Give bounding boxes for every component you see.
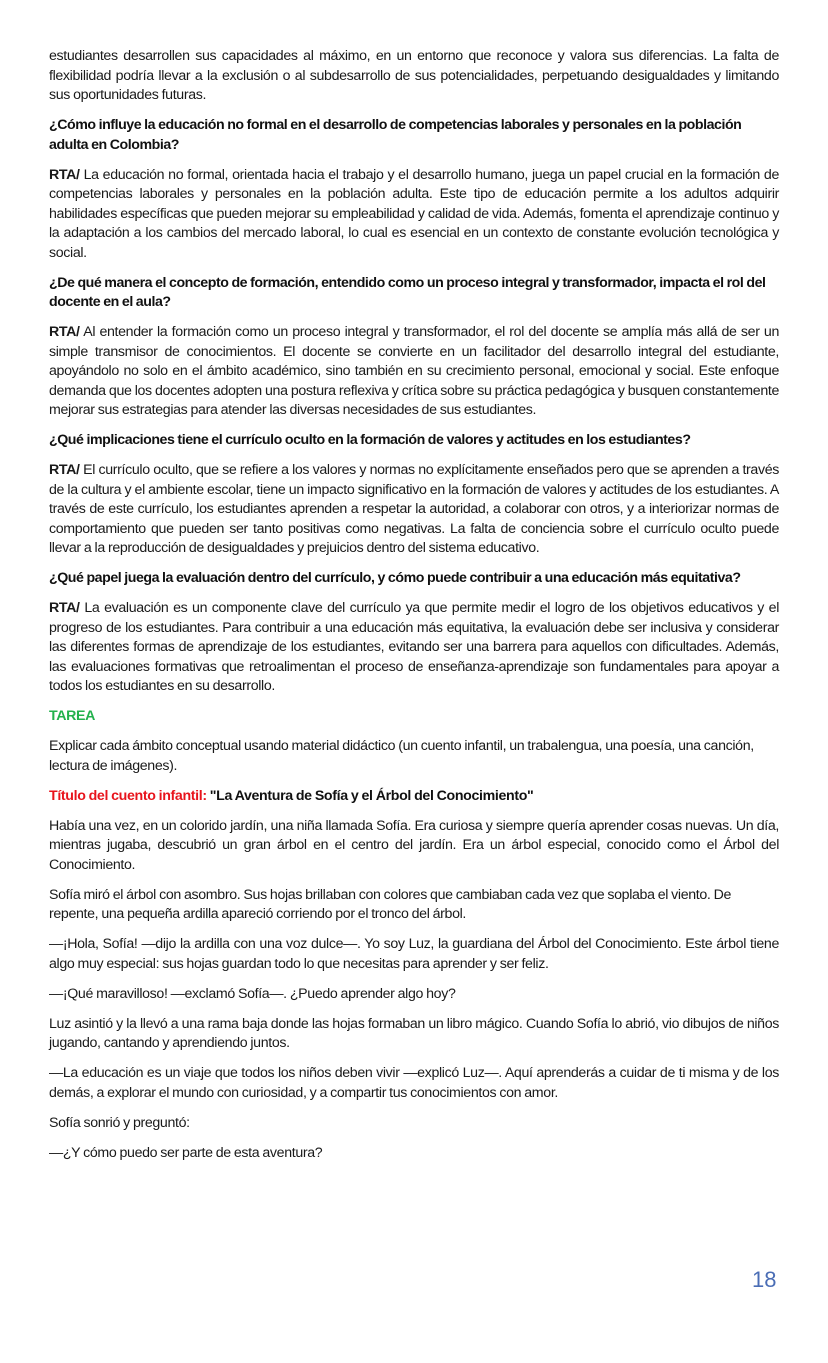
rta-label: RTA/ <box>49 462 80 478</box>
story-title <box>49 787 779 807</box>
story-paragraph: Sofía miró el árbol con asombro. Sus hojas brillaban con colores que cambiaban cada vez que soplaba el viento. De repente, una pequeña ardilla apareció corriendo por el tronco del árbol. <box>49 886 732 922</box>
question-1: ¿Cómo influye la educación no formal en el desarrollo de competencias laborales y personales en la población adulta en Colombia? <box>49 117 742 153</box>
rta-label: RTA/ <box>49 600 80 616</box>
intro-paragraph: estudiantes desarrollen sus capacidades al máximo, en un entorno que reconoce y valora sus diferencias. La falta de flexibilidad podría llevar a la exclusión o al subdesarrollo de sus potencialidades, perpetuando desigualdades y limitando sus oportunidades futuras. <box>49 48 779 103</box>
tarea-heading: TAREA <box>49 708 96 724</box>
rta-label: RTA/ <box>49 324 80 340</box>
story-title-label: Título del cuento infantil: <box>49 787 207 804</box>
question-3: ¿Qué implicaciones tiene el currículo oculto en la formación de valores y actitudes en los estudiantes? <box>49 432 691 448</box>
answer-4 <box>49 599 779 697</box>
page-number: 18 <box>752 1267 777 1292</box>
answer-1 <box>49 166 779 264</box>
story-paragraph: —¡Qué maravilloso! —exclamó Sofía—. ¿Puedo aprender algo hoy? <box>49 985 456 1002</box>
story-paragraph: —La educación es un viaje que todos los niños deben vivir —explicó Luz—. Aquí aprenderás a cuidar de ti misma y de los demás, a explorar el mundo con curiosidad, y a compartir tus conocimientos con amor. <box>49 1065 779 1101</box>
story-title-text: "La Aventura de Sofía y el Árbol del Conocimiento" <box>206 787 534 804</box>
rta-label: RTA/ <box>49 166 80 183</box>
answer-text: El currículo oculto, que se refiere a los valores y normas no explícitamente enseñados pero que se aprenden a través de la cultura y el ambiente escolar, tiene un impacto significativo en la formación de valores y actitudes de los estudiantes. A través de este currículo, los estudiantes aprenden a respetar la autoridad, a colaborar con otros, y a interiorizar normas de comportamiento que pueden ser tanto positivas como negativas. La falta de conciencia sobre el currículo oculto puede llevar a la reproducción de desigualdades y prejuicios dentro del sistema educativo. <box>49 462 779 556</box>
tarea-instruction: Explicar cada ámbito conceptual usando material didáctico (un cuento infantil, un trabalengua, una poesía, una canción, lectura de imágenes). <box>49 738 754 774</box>
document-page <box>49 47 779 1174</box>
story-paragraph: Sofía sonrió y preguntó: <box>49 1114 190 1131</box>
answer-3 <box>49 461 779 559</box>
answer-text: La evaluación es un componente clave del currículo ya que permite medir el logro de los objetivos educativos y el progreso de los estudiantes. Para contribuir a una educación más equitativa, la evaluación debe ser inclusiva y considerar las diferentes formas de aprendizaje de los estudiantes, evitando ser una barrera para aquellos con dificultades. Además, las evaluaciones formativas que retroalimentan el proceso de enseñanza-aprendizaje son fundamentales para apoyar a todos los estudiantes en su desarrollo. <box>49 600 779 694</box>
story-paragraph: Había una vez, en un colorido jardín, una niña llamada Sofía. Era curiosa y siempre quería aprender cosas nuevas. Un día, mientras jugaba, descubrió un gran árbol en el centro del jardín. Era un árbol especial, conocido como el Árbol del Conocimiento. <box>49 817 779 873</box>
answer-text: La educación no formal, orientada hacia el trabajo y el desarrollo humano, juega un papel crucial en la formación de competencias laborales y personales en la población adulta. Este tipo de educación permite a los adultos adquirir habilidades específicas que pueden mejorar su empleabilidad y calidad de vida. Además, fomenta el aprendizaje continuo y la adaptación a los cambios del mercado laboral, lo cual es esencial en un contexto de constante evolución tecnológica y social. <box>49 166 779 261</box>
answer-text: Al entender la formación como un proceso integral y transformador, el rol del docente se amplía más allá de ser un simple transmisor de conocimientos. El docente se convierte en un facilitador del desarrollo integral del estudiante, apoyándolo no solo en el ámbito académico, sino también en su crecimiento personal, emocional y social. Este enfoque demanda que los docentes adopten una postura reflexiva y crítica sobre su práctica pedagógica y busquen constantemente mejorar sus estrategias para atender las diversas necesidades de sus estudiantes. <box>49 324 779 418</box>
story-paragraph: Luz asintió y la llevó a una rama baja donde las hojas formaban un libro mágico. Cuando Sofía lo abrió, vio dibujos de niños jugando, cantando y aprendiendo juntos. <box>49 1015 779 1051</box>
answer-2 <box>49 323 779 421</box>
story-paragraph: —¡Hola, Sofía! —dijo la ardilla con una voz dulce—. Yo soy Luz, la guardiana del Árbol del Conocimiento. Este árbol tiene algo muy especial: sus hojas guardan todo lo que necesitas para aprender y ser feliz. <box>49 936 779 972</box>
story-paragraph: —¿Y cómo puedo ser parte de esta aventura? <box>49 1144 323 1161</box>
question-2: ¿De qué manera el concepto de formación, entendido como un proceso integral y transformador, impacta el rol del docente en el aula? <box>49 274 766 310</box>
question-4: ¿Qué papel juega la evaluación dentro del currículo, y cómo puede contribuir a una educación más equitativa? <box>49 570 741 586</box>
